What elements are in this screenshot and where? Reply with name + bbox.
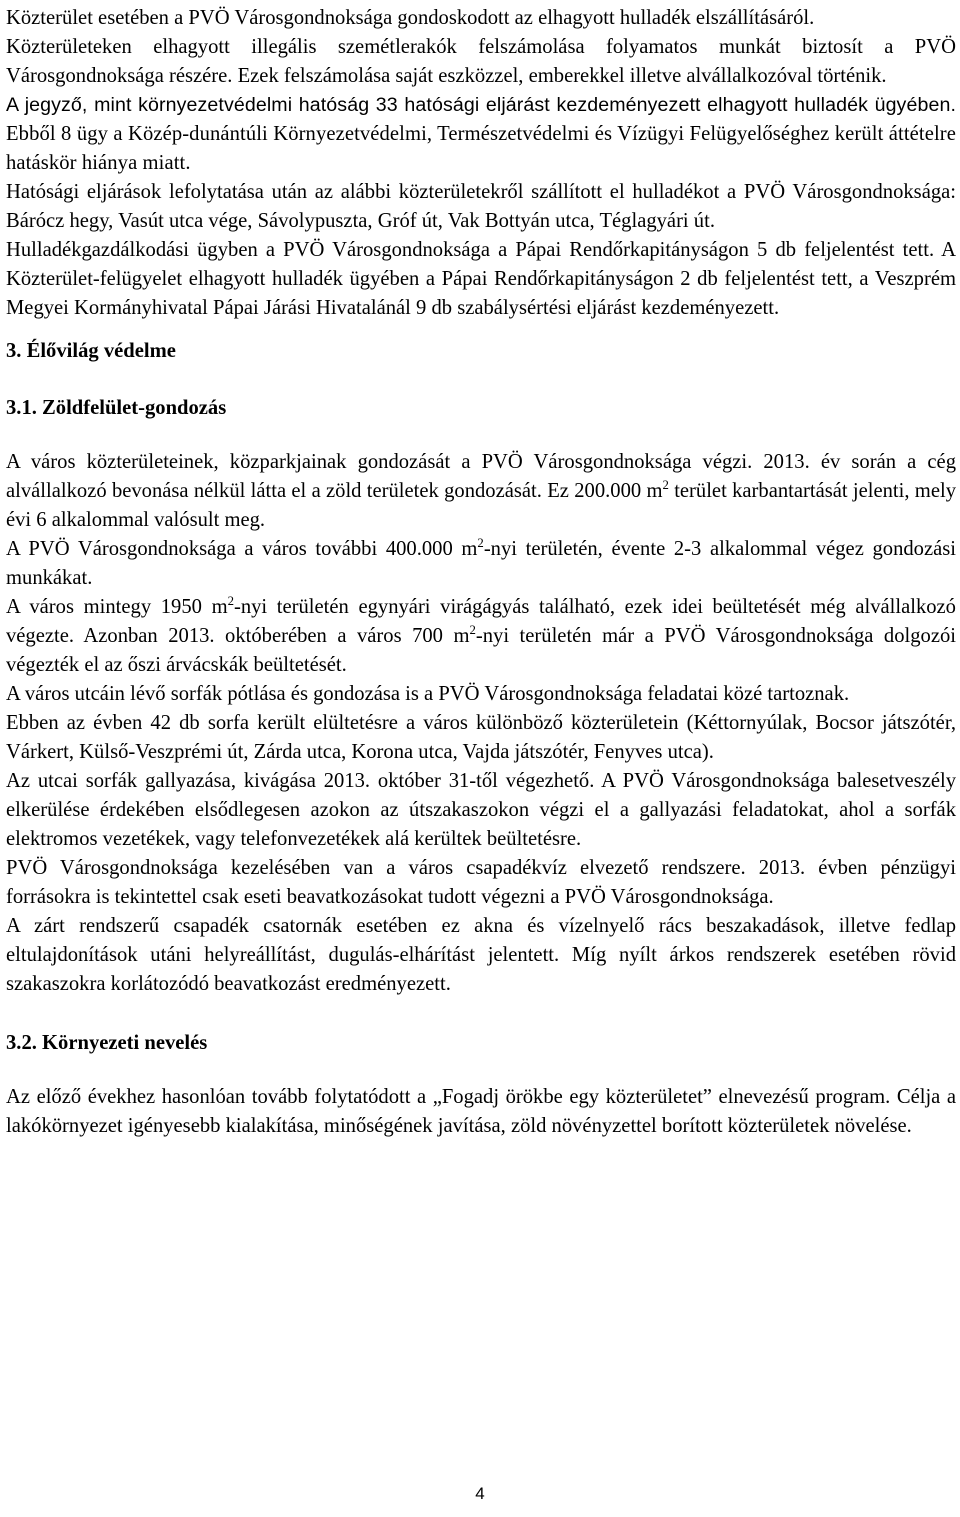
paragraph-notary-sentence-2: Ebből 8 ügy a Közép-dunántúli Környezetvédelmi, Természetvédelmi és Vízügyi Felügyelőséghez került áttételre hatáskör hiánya miatt. <box>6 123 956 174</box>
paragraph-removed-locations: Hatósági eljárások lefolytatása után az alábbi közterületekről szállított el hulladékot a PVÖ Városgondnoksága: Bárócz hegy, Vasút utca vége, Sávolypuszta, Gróf út, Vak Bottyán utca, Téglagyári út. <box>6 181 956 232</box>
heading-section-3-2: 3.2. Környezeti nevelés <box>6 1032 208 1054</box>
paragraph-street-trees: A város utcáin lévő sorfák pótlása és gondozása is a PVÖ Városgondnoksága feladatai közé tartoznak. <box>6 683 850 705</box>
superscript: 2 <box>477 536 484 551</box>
text-fragment: A város közterületeinek, közparkjainak gondozását a PVÖ Városgondnoksága végzi. 2013. év során a cég alvállalkozó bevonása nélkül látta el a zöld területek gondozását. Ez 200.000 m <box>6 451 956 502</box>
text-fragment: A város mintegy 1950 m <box>6 596 228 618</box>
paragraph-notary-proceedings <box>6 91 956 178</box>
superscript: 2 <box>662 478 669 493</box>
text-fragment: -nyi területén, évente 2-3 alkalommal végez gondozási munkákat. <box>6 538 956 589</box>
page-number: 4 <box>475 1484 485 1503</box>
paragraph-tree-pruning: Az utcai sorfák gallyazása, kivágása 2013. október 31-től végezhető. A PVÖ Városgondnoksága balesetveszély elkerülése érdekében elsődlegesen azokon az útszakaszokon végzi el a gallyazási feladatokat, ahol a sorfák elektromos vezetékek, vagy telefonvezetékek alá kerültek beültetésre. <box>6 770 956 850</box>
heading-section-3: 3. Élővilág védelme <box>6 340 176 362</box>
paragraph-notary-sentence-1: A jegyző, mint környezetvédelmi hatóság 33 hatósági eljárást kezdeményezett elhagyott hulladék ügyében. <box>6 94 956 116</box>
paragraph-additional-area <box>6 535 956 593</box>
text-fragment: -nyi területén már a PVÖ Városgondnoksága dolgozói végezték el az őszi árvácskák beültetését. <box>6 625 956 676</box>
paragraph-flower-beds <box>6 593 956 680</box>
superscript: 2 <box>469 623 476 638</box>
paragraph-drainage-system: PVÖ Városgondnoksága kezelésében van a város csapadékvíz elvezető rendszere. 2013. évben pénzügyi forrásokra is tekintettel csak eseti beavatkozásokat tudott végezni a PVÖ Városgondnoksága. <box>6 857 956 908</box>
paragraph-green-area-care <box>6 448 956 535</box>
paragraph-waste-removal: Közterület esetében a PVÖ Városgondnoksága gondoskodott az elhagyott hulladék elszállításáról. <box>6 7 815 29</box>
heading-section-3-1: 3.1. Zöldfelület-gondozás <box>6 397 227 419</box>
paragraph-closed-channels: A zárt rendszerű csapadék csatornák esetében ez akna és vízelnyelő rács beszakadások, illetve fedlap eltulajdonítások utáni helyreállítást, dugulás-elhárítást jelentett. Míg nyílt árkos rendszerek esetében rövid szakaszokra korlátozódó beavatkozást eredményezett. <box>6 915 956 995</box>
text-fragment: terület karbantartását jelenti, mely évi 6 alkalommal valósult meg. <box>6 480 956 531</box>
text-fragment: -nyi területén egynyári virágágyás található, ezek idei beültetését még alvállalkozó végezte. Azonban 2013. októberében a város 700 m <box>6 596 956 647</box>
paragraph-planted-trees: Ebben az évben 42 db sorfa került elültetésre a város különböző közterületein (Kéttornyúlak, Bocsor játszótér, Várkert, Külső-Veszprémi út, Zárda utca, Korona utca, Vajda játszótér, Fenyves utca). <box>6 712 956 763</box>
superscript: 2 <box>227 594 234 609</box>
page-content <box>6 4 956 1141</box>
paragraph-illegal-dumps: Közterületeken elhagyott illegális szemétlerakók felszámolása folyamatos munkát biztosít a PVÖ Városgondnoksága részére. Ezek felszámolása saját eszközzel, emberekkel illetve alvállalkozóval történik. <box>6 36 956 87</box>
text-fragment: A PVÖ Városgondnoksága a város további 400.000 m <box>6 538 478 560</box>
paragraph-adopt-program: Az előző évekhez hasonlóan tovább folytatódott a „Fogadj örökbe egy közterületet” elnevezésű program. Célja a lakókörnyezet igényesebb kialakítása, minőségének javítása, zöld növényzettel borított közterületek növelése. <box>6 1086 956 1137</box>
paragraph-police-reports: Hulladékgazdálkodási ügyben a PVÖ Városgondnoksága a Pápai Rendőrkapitányságon 5 db feljelentést tett. A Közterület-felügyelet elhagyott hulladék ügyében a Pápai Rendőrkapitányságon 2 db feljelentést tett, a Veszprém Megyei Kormányhivatal Pápai Járási Hivatalánál 9 db szabálysértési eljárást kezdeményezett. <box>6 239 956 319</box>
